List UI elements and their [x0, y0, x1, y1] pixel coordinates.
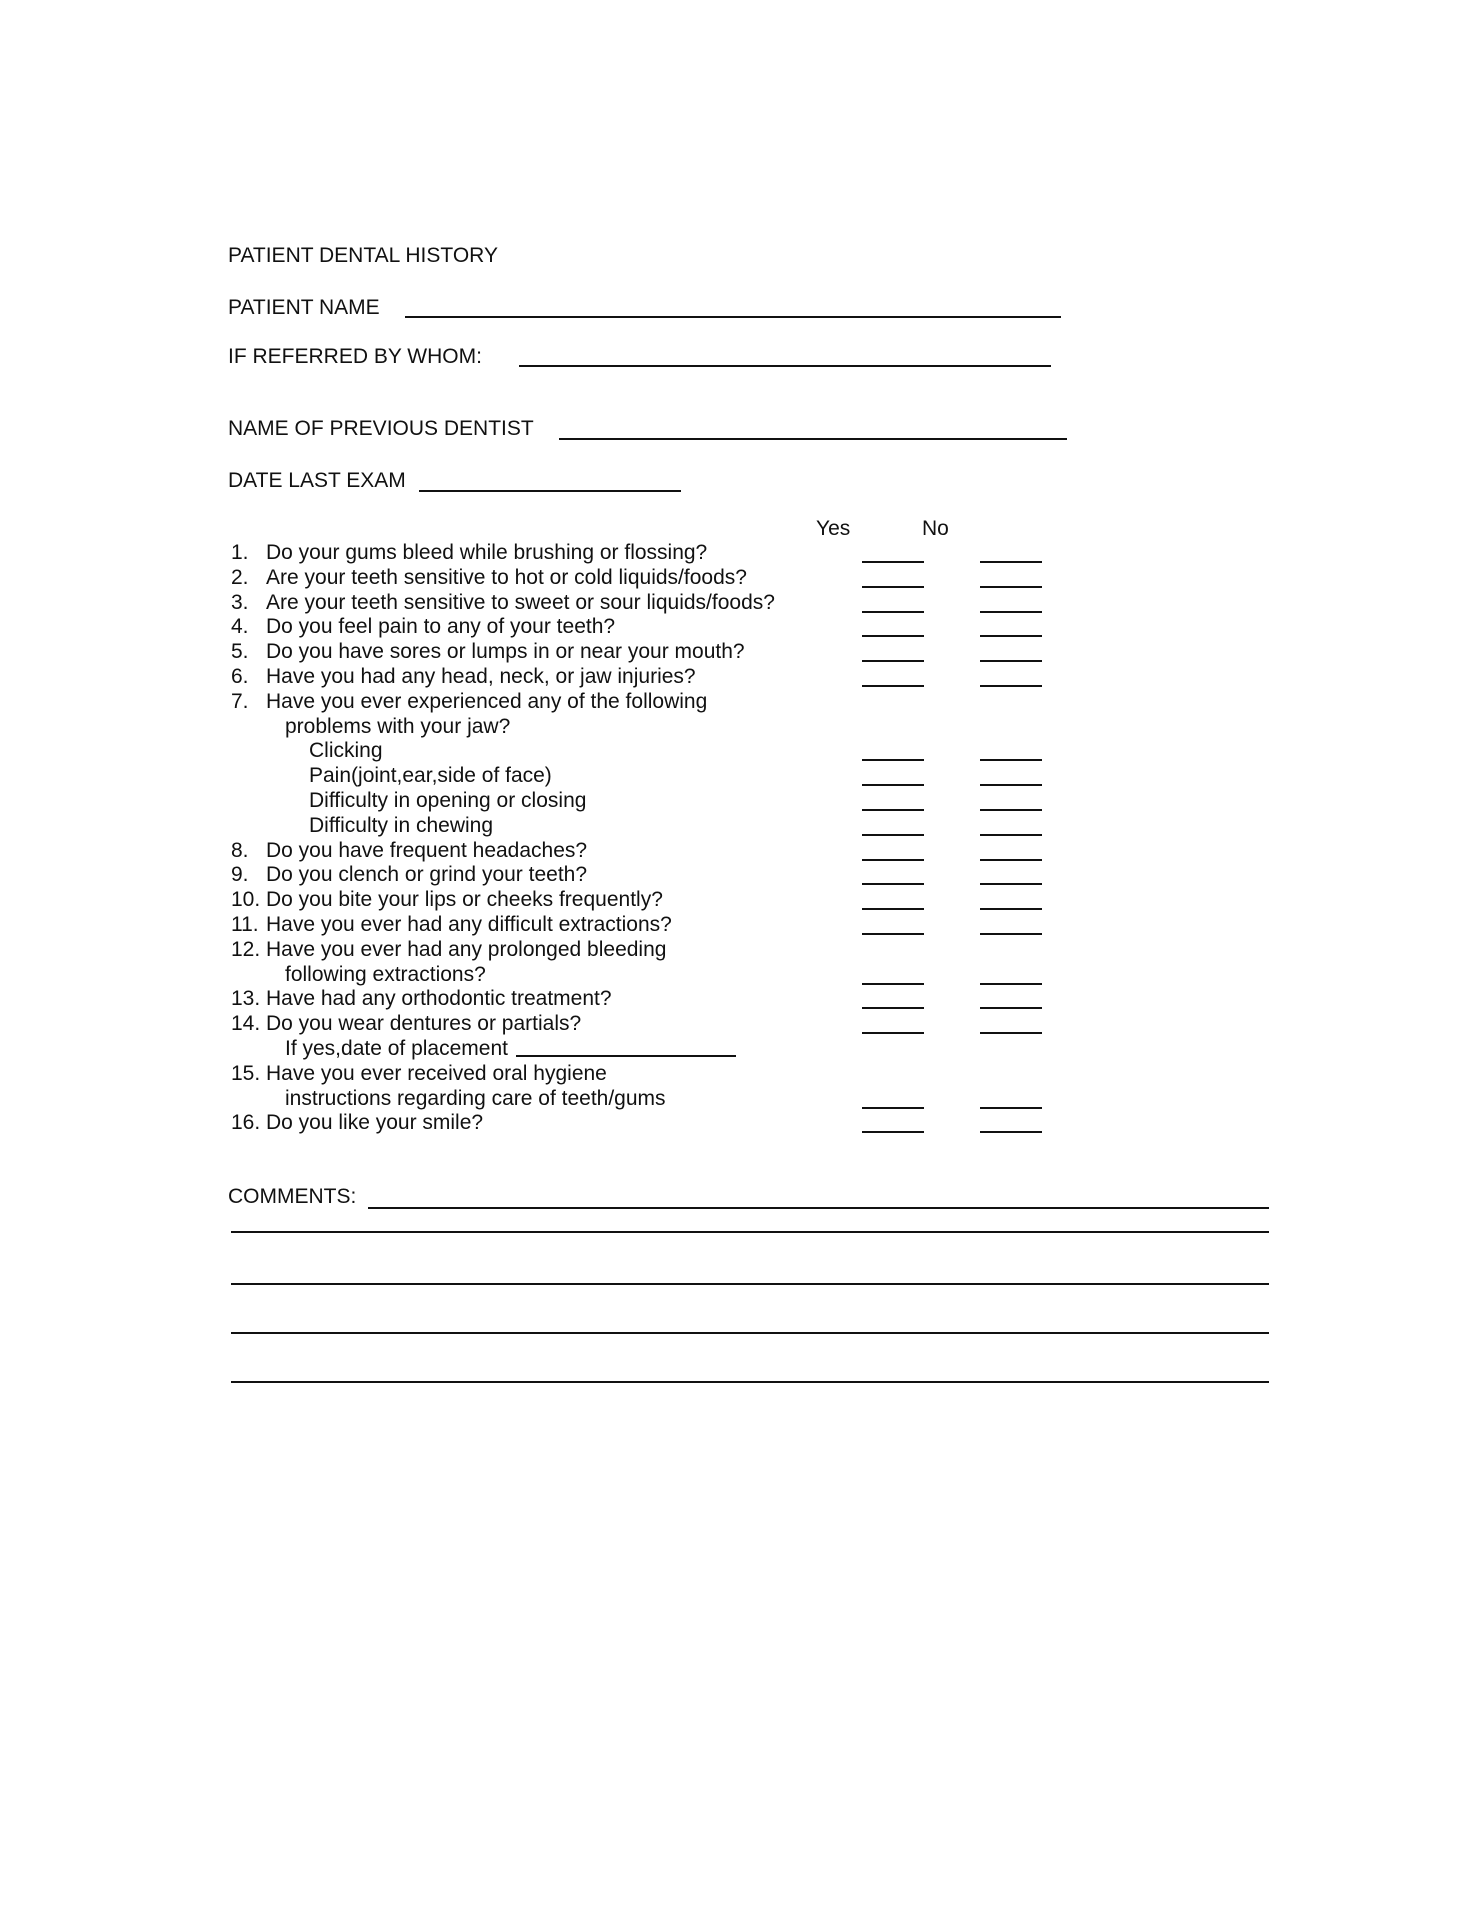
question-label: Have you ever had any prolonged bleeding: [266, 937, 667, 961]
question-text: [266, 615, 615, 639]
question-text: [266, 591, 775, 615]
comments-line[interactable]: [231, 1332, 1269, 1334]
question-text: [266, 1111, 483, 1135]
yes-answer-blank[interactable]: [862, 883, 924, 885]
no-answer-blank[interactable]: [980, 635, 1042, 637]
yes-answer-blank[interactable]: [862, 561, 924, 563]
question-row: [231, 963, 1331, 988]
comments-label: COMMENTS:: [228, 1185, 357, 1208]
no-answer-blank[interactable]: [980, 1032, 1042, 1034]
question-row: [231, 739, 1331, 764]
no-answer-blank[interactable]: [980, 1131, 1042, 1133]
question-label: Have you ever received oral hygiene: [266, 1061, 607, 1085]
yes-answer-blank[interactable]: [862, 1032, 924, 1034]
no-column-header: No: [922, 517, 949, 540]
previous-dentist-field[interactable]: [559, 438, 1067, 440]
question-number: 4.: [231, 615, 249, 639]
yes-answer-blank[interactable]: [862, 859, 924, 861]
question-text: [266, 665, 696, 689]
date-of-placement-field[interactable]: [516, 1055, 736, 1057]
question-text: [266, 863, 587, 887]
referred-by-field[interactable]: [519, 365, 1051, 367]
question-row: [231, 640, 1331, 665]
question-row: [231, 789, 1331, 814]
patient-name-field[interactable]: [405, 316, 1061, 318]
yes-answer-blank[interactable]: [862, 611, 924, 613]
question-text: [285, 1037, 736, 1061]
no-answer-blank[interactable]: [980, 834, 1042, 836]
no-answer-blank[interactable]: [980, 883, 1042, 885]
question-label: Pain(joint,ear,side of face): [309, 764, 552, 788]
question-text: [285, 1087, 666, 1111]
question-text: [266, 1062, 607, 1086]
comments-line[interactable]: [368, 1207, 1269, 1209]
question-text: [266, 913, 672, 937]
question-list: [231, 541, 1331, 1136]
no-answer-blank[interactable]: [980, 784, 1042, 786]
question-row: [231, 665, 1331, 690]
question-label: Have you ever experienced any of the following: [266, 689, 708, 713]
question-text: [266, 640, 745, 664]
yes-answer-blank[interactable]: [862, 1131, 924, 1133]
question-label: Do you have sores or lumps in or near your mouth?: [266, 640, 745, 664]
question-number: 1.: [231, 541, 249, 564]
question-row: [231, 863, 1331, 888]
question-row: [231, 591, 1331, 616]
no-answer-blank[interactable]: [980, 983, 1042, 985]
question-label: Difficulty in opening or closing: [309, 788, 587, 812]
question-number: 15.: [231, 1061, 261, 1085]
yes-answer-blank[interactable]: [862, 834, 924, 836]
question-row: [231, 987, 1331, 1012]
question-label: Have you ever had any difficult extractions?: [266, 912, 672, 936]
no-answer-blank[interactable]: [980, 660, 1042, 662]
question-number: 11.: [231, 912, 259, 936]
question-row: [231, 764, 1331, 789]
question-number: 10.: [231, 888, 261, 912]
yes-answer-blank[interactable]: [862, 660, 924, 662]
yes-answer-blank[interactable]: [862, 983, 924, 985]
question-row: [231, 1111, 1331, 1136]
yes-answer-blank[interactable]: [862, 1007, 924, 1009]
question-number: 14.: [231, 1012, 261, 1036]
question-text: [266, 839, 587, 863]
question-label: Do you wear dentures or partials?: [266, 1012, 582, 1036]
question-row: [231, 938, 1331, 963]
yes-answer-blank[interactable]: [862, 685, 924, 687]
question-text: [285, 963, 486, 987]
question-text: [309, 789, 586, 813]
question-number: 5.: [231, 640, 249, 664]
question-label: Do you have frequent headaches?: [266, 838, 588, 862]
yes-answer-blank[interactable]: [862, 908, 924, 910]
yes-column-header: Yes: [816, 517, 851, 540]
question-label: If yes,date of placement: [285, 1036, 508, 1060]
question-label: following extractions?: [285, 962, 486, 986]
question-text: [266, 566, 747, 590]
patient-name-label: PATIENT NAME: [228, 296, 380, 319]
yes-answer-blank[interactable]: [862, 759, 924, 761]
previous-dentist-label: NAME OF PREVIOUS DENTIST: [228, 417, 534, 440]
question-row: [231, 839, 1331, 864]
question-label: Are your teeth sensitive to hot or cold liquids/foods?: [266, 565, 747, 589]
question-text: [309, 764, 552, 788]
yes-answer-blank[interactable]: [862, 933, 924, 935]
question-row: [231, 1012, 1331, 1037]
question-number: 16.: [231, 1111, 261, 1135]
question-text: [266, 541, 707, 565]
no-answer-blank[interactable]: [980, 908, 1042, 910]
question-label: Do you clench or grind your teeth?: [266, 863, 588, 887]
question-label: Have you had any head, neck, or jaw injuries?: [266, 664, 696, 688]
question-label: Are your teeth sensitive to sweet or sour liquids/foods?: [266, 590, 775, 614]
no-answer-blank[interactable]: [980, 611, 1042, 613]
question-label: Do you like your smile?: [266, 1111, 484, 1135]
no-answer-blank[interactable]: [980, 561, 1042, 563]
question-number: 13.: [231, 987, 261, 1011]
comments-line[interactable]: [231, 1283, 1269, 1285]
question-number: 6.: [231, 664, 249, 688]
question-row: [231, 541, 1331, 566]
question-row: [231, 913, 1331, 938]
form-title: PATIENT DENTAL HISTORY: [228, 244, 498, 267]
question-text: [266, 690, 707, 714]
no-answer-blank[interactable]: [980, 809, 1042, 811]
question-row: [231, 888, 1331, 913]
question-label: Do you bite your lips or cheeks frequently?: [266, 888, 663, 912]
question-row: [231, 1037, 1331, 1062]
yes-answer-blank[interactable]: [862, 1107, 924, 1109]
question-text: [266, 987, 612, 1011]
question-row: [231, 566, 1331, 591]
no-answer-blank[interactable]: [980, 586, 1042, 588]
date-last-exam-label: DATE LAST EXAM: [228, 469, 406, 492]
question-row: [231, 1062, 1331, 1087]
yes-answer-blank[interactable]: [862, 586, 924, 588]
comments-line[interactable]: [231, 1381, 1269, 1383]
no-answer-blank[interactable]: [980, 1007, 1042, 1009]
question-label: problems with your jaw?: [285, 714, 511, 738]
question-number: 12.: [231, 937, 261, 961]
no-answer-blank[interactable]: [980, 859, 1042, 861]
referred-by-label: IF REFERRED BY WHOM:: [228, 345, 482, 368]
question-number: 8.: [231, 838, 249, 862]
comments-line[interactable]: [231, 1231, 1269, 1233]
question-row: [231, 814, 1331, 839]
question-row: [231, 615, 1331, 640]
question-label: Do you feel pain to any of your teeth?: [266, 615, 616, 639]
question-row: [231, 715, 1331, 740]
yes-answer-blank[interactable]: [862, 784, 924, 786]
no-answer-blank[interactable]: [980, 685, 1042, 687]
question-label: Clicking: [309, 739, 383, 763]
question-label: Difficulty in chewing: [309, 813, 494, 837]
question-text: [266, 888, 663, 912]
question-text: [266, 1012, 581, 1036]
question-row: [231, 690, 1331, 715]
question-label: instructions regarding care of teeth/gums: [285, 1086, 666, 1110]
no-answer-blank[interactable]: [980, 759, 1042, 761]
yes-answer-blank[interactable]: [862, 809, 924, 811]
question-text: [266, 938, 666, 962]
no-answer-blank[interactable]: [980, 1107, 1042, 1109]
question-text: [309, 739, 383, 763]
question-text: [309, 814, 493, 838]
no-answer-blank[interactable]: [980, 933, 1042, 935]
date-last-exam-field[interactable]: [419, 490, 681, 492]
question-number: 7.: [231, 689, 249, 713]
yes-answer-blank[interactable]: [862, 635, 924, 637]
question-number: 2.: [231, 565, 249, 589]
question-text: [285, 715, 510, 739]
question-label: Have had any orthodontic treatment?: [266, 987, 612, 1011]
question-row: [231, 1087, 1331, 1112]
question-number: 9.: [231, 863, 249, 887]
question-number: 3.: [231, 590, 249, 614]
question-label: Do your gums bleed while brushing or flossing?: [266, 541, 708, 564]
